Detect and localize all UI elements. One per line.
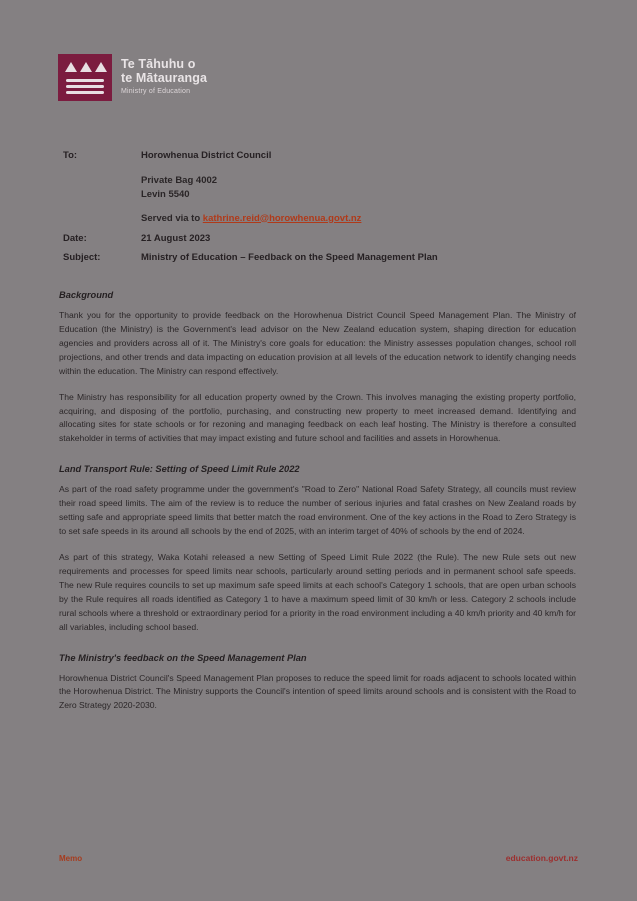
wave-line-icon	[66, 91, 104, 94]
memo-address-line-1: Private Bag 4002	[141, 175, 218, 186]
ministry-logo	[58, 54, 207, 101]
paragraph: The Ministry has responsibility for all education property owned by the Crown. This involves managing the existing property portfolio, acquiring, and disposing of the portfolio, purchasing, and constructing new property to meet increased demand. Identifying and allocating sites for state schools or for rezoning and managing feedback on each leaf hosting. The Ministry is therefore a consulted stakeholder in terms of activities that may impact existing and future school and facilities and assets in Horowhenua.	[59, 391, 576, 444]
memo-subject-label: Subject:	[63, 251, 101, 263]
memo-email-link[interactable]: kathrine.reid@horowhenua.govt.nz	[202, 212, 362, 224]
logo-line-1: Te Tāhuhu o	[121, 57, 196, 71]
paragraph: As part of this strategy, Waka Kotahi released a new Setting of Speed Limit Rule 2022 (the Rule). The new Rule sets out new requirements and processes for speed limits near schools, particularly around setting periods and in permanent school safe speeds. The new Rule requires councils to set up maximum safe speed limits at each school's Category 1 schools, that are open urban schools by the Rule requires all roads identified as Category 1 to have a maximum speed limit of 30 km/h or less. Category 2 schools include rural schools where a threshold or extraordinary period for a priority in the road environment including a 40 km/h priority and 40 km/h for all variables, including school based.	[59, 551, 576, 632]
footer-document-type: Memo	[59, 854, 83, 863]
memo-address-spacer	[63, 174, 141, 202]
section-heading-land-transport-rule: Land Transport Rule: Setting of Speed Limit Rule 2022	[59, 464, 300, 475]
memo-date-row	[63, 233, 573, 244]
paragraph: Thank you for the opportunity to provide feedback on the Horowhenua District Council Speed Management Plan. The Ministry of Education (the Ministry) is the Government's lead advisor on the New Zealand education system, shaping direction for education agencies and providers across all of it. The Ministry's core goals for education: the Ministry assesses population changes, school roll projections, and other trends and data impacting on education provision at all levels of the education network to identify changing needs within the education. The Ministry can respond effectively.	[59, 310, 576, 376]
memo-date-label: Date:	[63, 232, 87, 244]
triangles-icon	[65, 62, 107, 72]
memo-to-value: Horowhenua District Council	[141, 150, 272, 161]
memo-subject-value: Ministry of Education – Feedback on the Speed Management Plan	[141, 251, 438, 263]
logo-line-2: te Mātauranga	[121, 71, 208, 85]
memo-date-value: 21 August 2023	[141, 232, 211, 244]
memo-address-line-2: Levin 5540	[141, 188, 190, 200]
paragraph: Horowhenua District Council's Speed Management Plan proposes to reduce the speed limit for roads adjacent to schools located within the Horowhenua District. The Ministry supports the Council's intention of speed limits around schools and is consistent with the Road to Zero Strategy 2020-2030.	[59, 672, 576, 711]
memo-to-row	[63, 150, 573, 161]
ministry-logo-mark-icon	[58, 54, 112, 101]
memo-email-spacer	[63, 213, 141, 224]
page-footer	[59, 853, 578, 863]
memo-email-line	[141, 213, 361, 224]
memo-body	[59, 290, 576, 725]
memo-email-prefix: Served via to	[141, 212, 203, 224]
section-heading-background: Background	[59, 290, 114, 300]
footer-website: education.govt.nz	[505, 853, 578, 863]
memo-to-label: To:	[63, 150, 78, 161]
memo-header	[63, 150, 573, 266]
memo-subject-row	[63, 252, 573, 263]
paragraph: As part of the road safety programme under the government's "Road to Zero" National Road Safety Strategy, all councils must review their road speed limits. The aim of the review is to reduce the number of serious injuries and fatal crashes on New Zealand roads by setting safe and appropriate speed limits that better match the road environment. One of the key actions in the Road to Zero Strategy is to set safe speeds in its around all schools by the end of 2025, with an interim target of 40% of schools by the end of 2024.	[59, 484, 576, 537]
wave-line-icon	[66, 79, 104, 82]
wave-line-icon	[66, 85, 104, 88]
section-heading-ministry-feedback: The Ministry's feedback on the Speed Management Plan	[59, 652, 307, 663]
logo-line-3: Ministry of Education	[121, 88, 191, 95]
memo-address-row	[63, 174, 573, 202]
memo-email-row	[63, 213, 573, 224]
ministry-logo-text	[121, 54, 207, 96]
